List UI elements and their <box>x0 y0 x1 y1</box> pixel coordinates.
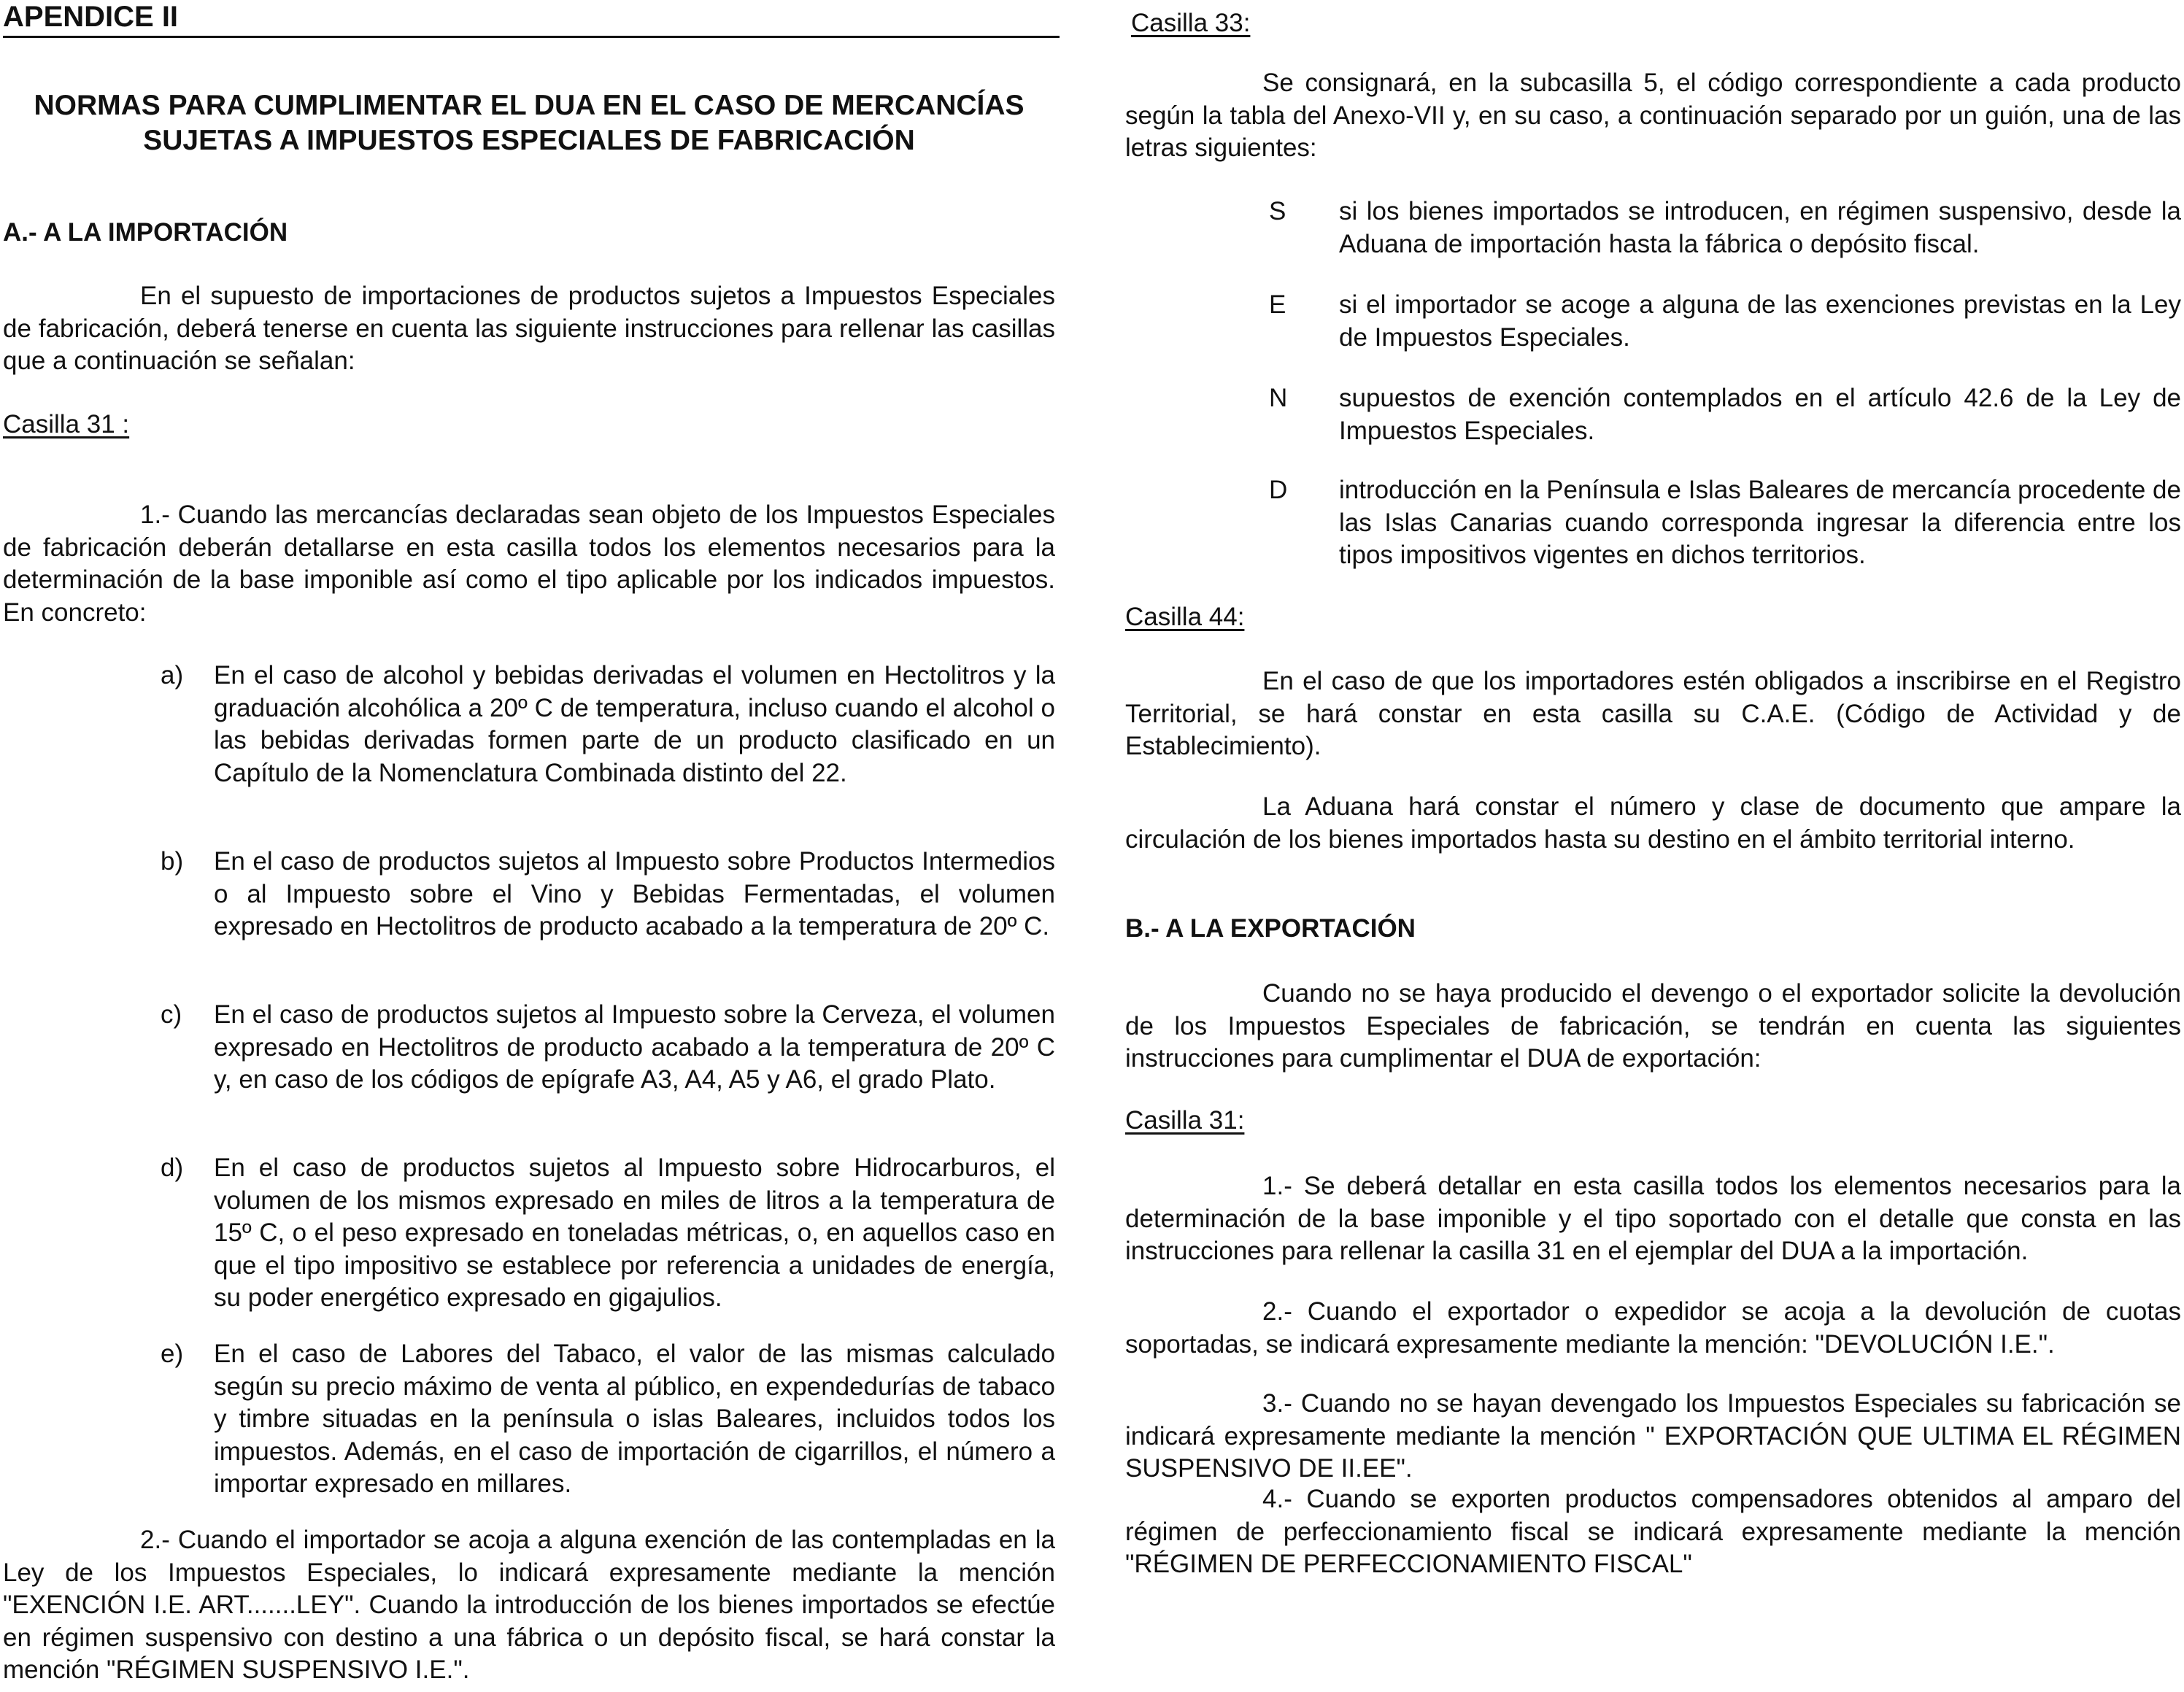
casilla-33-label: Casilla 33: <box>1131 9 1251 37</box>
export-point-4: 4.- Cuando se exporten productos compensadores obtenidos al amparo del régimen de perfeccionamiento fiscal se indicará expresamente mediante la mención "RÉGIMEN DE PERFECCIONAMIENTO FISCAL" <box>1125 1485 2181 1578</box>
letter-item-n <box>1269 382 2181 447</box>
list-item-text: En el caso de Labores del Tabaco, el valor de las mismas calculado según su precio máximo de venta al público, en expendedurías de tabaco y timbre situadas en la península o islas Baleares, incluidos todos los impuestos. Además, en el caso de importación de cigarrillos, el número a importar expresado en millares. <box>214 1340 1055 1498</box>
export-point-1: 1.- Se deberá detallar en esta casilla todos los elementos necesarios para la determinación de la base imponible y el tipo soportado con el detalle que consta en las instrucciones para rellenar la casilla 31 en el ejemplar del DUA a la importación. <box>1125 1172 2181 1265</box>
import-point-2: 2.- Cuando el importador se acoja a alguna exención de las contempladas en la Ley de los Impuestos Especiales, lo indicará expresamente mediante la mención "EXENCIÓN I.E. ART.......LEY". Cuando la introducción de los bienes importados se efectúe en régimen suspensivo con destino a una fábrica o un depósito fiscal, se hará constar la mención "RÉGIMEN SUSPENSIVO I.E.". <box>3 1526 1055 1684</box>
export-point-3: 3.- Cuando no se hayan devengado los Impuestos Especiales su fabricación se indicará expresamente mediante la mención " EXPORTACIÓN QUE ULTIMA EL RÉGIMEN SUSPENSIVO DE II.EE". <box>1125 1389 2181 1483</box>
list-marker: b) <box>161 847 184 876</box>
list-item-text: En el caso de alcohol y bebidas derivadas el volumen en Hectolitros y la graduación alcohólica a 20º C de temperatura, incluso cuando el alcohol o las bebidas derivadas formen parte de un producto clasificado en un Capítulo de la Nomenclatura Combinada distinto del 22. <box>214 661 1055 787</box>
list-item-text: En el caso de productos sujetos al Impuesto sobre Productos Intermedios o al Impuesto sobre el Vino y Bebidas Fermentadas, el volumen expresado en Hectolitros de producto acabado a la temperatura de 20º C. <box>214 847 1055 940</box>
letter-text: supuestos de exención contemplados en el artículo 42.6 de la Ley de Impuestos Especiales. <box>1339 384 2181 445</box>
section-b-heading: B.- A LA EXPORTACIÓN <box>1125 914 1416 943</box>
section-b-intro: Cuando no se haya producido el devengo o el exportador solicite la devolución de los Impuestos Especiales de fabricación, se tendrán en cuenta las siguientes instrucciones para cumplimentar el DUA de exportación: <box>1125 979 2181 1073</box>
list-item-e <box>161 1338 1055 1501</box>
casilla-33-text: Se consignará, en la subcasilla 5, el código correspondiente a cada producto según la tabla del Anexo-VII y, en su caso, a continuación separado por un guión, una de las letras siguientes: <box>1125 69 2181 162</box>
casilla-31-label: Casilla 31 : <box>3 410 130 439</box>
letter-text: si el importador se acoge a alguna de las exenciones previstas en la Ley de Impuestos Especiales. <box>1339 290 2181 352</box>
list-marker: a) <box>161 661 184 689</box>
letter-code: D <box>1269 476 1288 504</box>
intro-paragraph: En el supuesto de importaciones de productos sujetos a Impuestos Especiales de fabricación, deberá tenerse en cuenta las siguiente instrucciones para rellenar las casillas que a continuación se señalan: <box>3 282 1055 375</box>
casilla-44-paragraph-1: En el caso de que los importadores estén obligados a inscribirse en el Registro Territorial, se hará constar en esta casilla su C.A.E. (Código de Actividad y de Establecimiento). <box>1125 667 2181 760</box>
letter-text: introducción en la Península e Islas Baleares de mercancía procedente de las Islas Canarias cuando corresponda ingresar la diferencia entre los tipos impositivos vigentes en dichos territorios. <box>1339 476 2181 569</box>
list-item-a <box>161 660 1055 789</box>
list-item-c <box>161 999 1055 1097</box>
list-item-text: En el caso de productos sujetos al Impuesto sobre Hidrocarburos, el volumen de los mismos expresado en miles de litros a la temperatura de 15º C, o el peso expresado en toneladas métricas, o, en aquellos caso en que el tipo impositivo se establece por referencia a unidades de energía, su poder energético expresado en gigajulios. <box>214 1154 1055 1312</box>
list-item-d <box>161 1152 1055 1315</box>
list-marker: c) <box>161 1000 182 1029</box>
letter-code: E <box>1269 290 1286 319</box>
letter-item-s <box>1269 196 2181 260</box>
list-item-text: En el caso de productos sujetos al Impuesto sobre la Cerveza, el volumen expresado en Hectolitros de producto acabado a la temperatura de 20º C y, en caso de los códigos de epígrafe A3, A4, A5 y A6, el grado Plato. <box>214 1000 1055 1094</box>
section-a-heading: A.- A LA IMPORTACIÓN <box>3 218 288 247</box>
export-point-2: 2.- Cuando el exportador o expedidor se acoja a la devolución de cuotas soportadas, se indicará expresamente mediante la mención: "DEVOLUCIÓN I.E.". <box>1125 1297 2181 1359</box>
list-item-b <box>161 846 1055 943</box>
casilla-44-label: Casilla 44: <box>1125 603 1245 631</box>
casilla-31-export-label: Casilla 31: <box>1125 1106 1245 1135</box>
import-point-1: 1.- Cuando las mercancías declaradas sean objeto de los Impuestos Especiales de fabricación deberán detallarse en esta casilla todos los elementos necesarios para la determinación de la base imponible así como el tipo aplicable por los indicados impuestos. En concreto: <box>3 501 1055 627</box>
casilla-44-paragraph-2: La Aduana hará constar el número y clase de documento que ampare la circulación de los bienes importados hasta su destino en el ámbito territorial interno. <box>1125 792 2181 854</box>
appendix-title: APENDICE II <box>3 0 1060 38</box>
list-marker: e) <box>161 1340 184 1368</box>
letter-code: S <box>1269 197 1286 225</box>
letter-item-e <box>1269 289 2181 354</box>
letter-text: si los bienes importados se introducen, en régimen suspensivo, desde la Aduana de importación hasta la fábrica o depósito fiscal. <box>1339 197 2181 258</box>
letter-code: N <box>1269 384 1288 412</box>
main-heading: NORMAS PARA CUMPLIMENTAR EL DUA EN EL CASO DE MERCANCÍAS SUJETAS A IMPUESTOS ESPECIALES DE FABRICACIÓN <box>34 90 1025 156</box>
list-marker: d) <box>161 1154 184 1182</box>
letter-item-d <box>1269 474 2181 572</box>
